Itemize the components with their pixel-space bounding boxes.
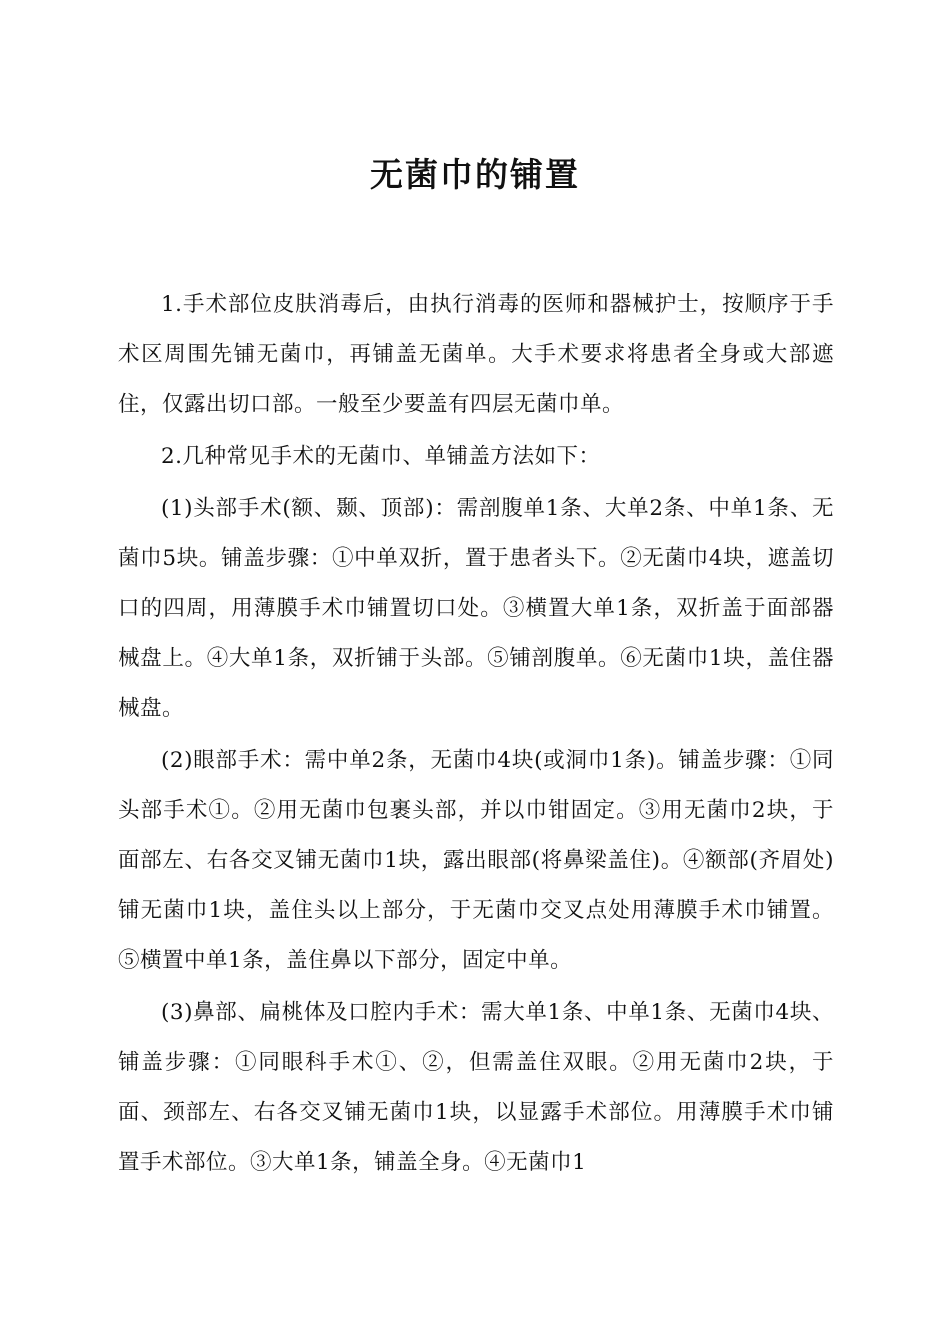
document-title: 无菌巾的铺置 bbox=[370, 155, 580, 194]
document-body bbox=[118, 280, 834, 1190]
paragraph-eye-surgery: (2)眼部手术：需中单2条，无菌巾4块(或洞巾1条)。铺盖步骤：①同头部手术①。②用无菌巾包裹头部，并以巾钳固定。③用无菌巾2块，于面部左、右各交叉铺无菌巾1块，露出眼部(将鼻梁盖住)。④额部(齐眉处)铺无菌巾1块，盖住头以上部分，于无菌巾交叉点处用薄膜手术巾铺置。⑤横置中单1条，盖住鼻以下部分，固定中单。 bbox=[118, 748, 834, 973]
paragraph-nose-oral-surgery: (3)鼻部、扁桃体及口腔内手术：需大单1条、中单1条、无菌巾4块、铺盖步骤：①同眼科手术①、②，但需盖住双眼。②用无菌巾2块，于面、颈部左、右各交叉铺无菌巾1块，以显露手术部位。用薄膜手术巾铺置手术部位。③大单1条，铺盖全身。④无菌巾1 bbox=[118, 1000, 834, 1175]
paragraph-head-surgery: (1)头部手术(额、颞、顶部)：需剖腹单1条、大单2条、中单1条、无菌巾5块。铺盖步骤：①中单双折，置于患者头下。②无菌巾4块，遮盖切口的四周，用薄膜手术巾铺置切口处。③横置大单1条，双折盖于面部器械盘上。④大单1条，双折铺于头部。⑤铺剖腹单。⑥无菌巾1块，盖住器械盘。 bbox=[118, 496, 834, 721]
paragraph-2: 2.几种常见手术的无菌巾、单铺盖方法如下： bbox=[161, 444, 601, 469]
paragraph-1: 1.手术部位皮肤消毒后，由执行消毒的医师和器械护士，按顺序于手术区周围先铺无菌巾，再铺盖无菌单。大手术要求将患者全身或大部遮住，仅露出切口部。一般至少要盖有四层无菌巾单。 bbox=[118, 292, 834, 417]
